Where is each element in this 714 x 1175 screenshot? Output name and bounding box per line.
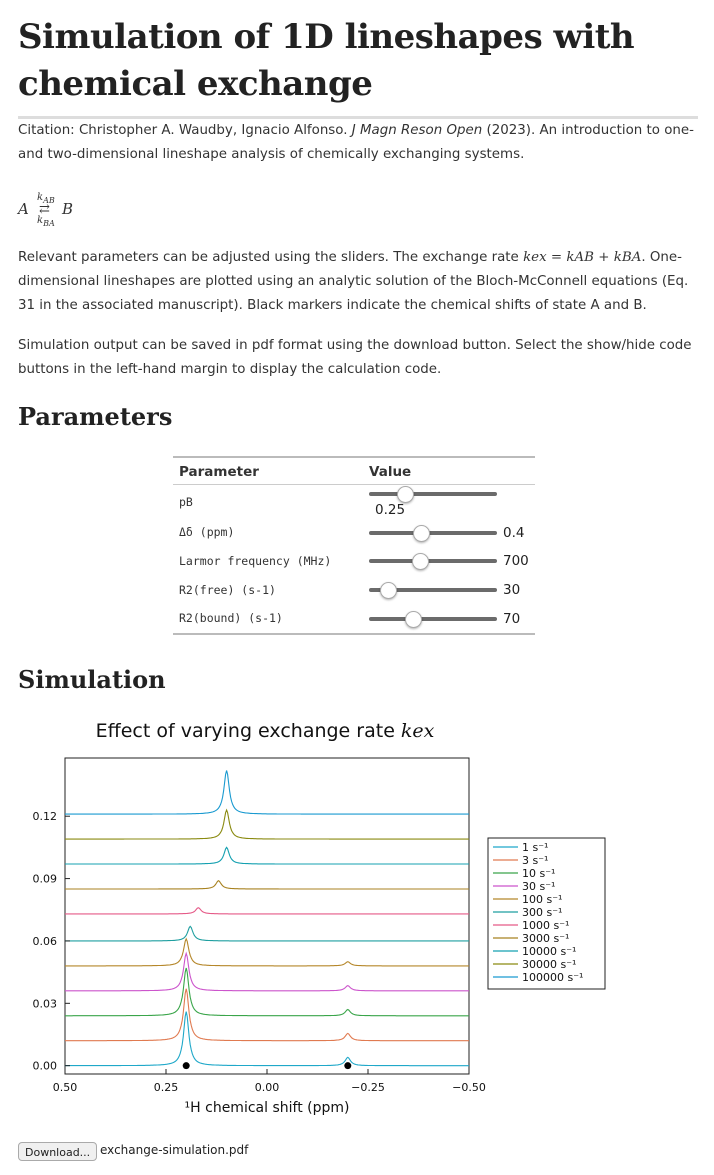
x-tick-label: 0.25 — [153, 1081, 179, 1094]
x-tick-label: −0.25 — [351, 1081, 385, 1094]
legend-label: 10000 s⁻¹ — [522, 945, 577, 958]
chart-title: Effect of varying exchange rate kex — [95, 720, 435, 742]
y-tick-label: 0.06 — [32, 934, 57, 948]
param-row — [173, 485, 535, 519]
param-label: pB — [179, 494, 193, 509]
equilibrium-arrow-icon: ⇄ — [39, 202, 50, 217]
legend-label: 100000 s⁻¹ — [522, 971, 584, 984]
param-label: R2(bound) (s-1) — [179, 611, 283, 626]
y-tick-label: 0.12 — [32, 810, 57, 824]
r2-free-slider[interactable] — [369, 582, 497, 598]
y-tick-label: 0.03 — [32, 997, 57, 1011]
citation-authors: Citation: Christopher A. Waudby, Ignacio Alfonso. — [18, 123, 348, 138]
reaction-right: B — [62, 200, 74, 218]
legend-label: 3000 s⁻¹ — [522, 932, 570, 945]
citation — [18, 119, 698, 167]
larmor-slider[interactable] — [369, 553, 497, 569]
reaction-k-bottom: $k_{BA}$ — [37, 215, 55, 228]
param-row — [173, 575, 535, 604]
series-line — [65, 1012, 469, 1066]
intro-line1: Relevant parameters can be adjusted using the sliders. The exchange rate — [18, 250, 519, 265]
x-axis-label: ¹H chemical shift (ppm) — [184, 1100, 350, 1116]
series-line — [65, 908, 469, 914]
citation-journal: J Magn Reson Open — [351, 123, 483, 138]
legend-label: 1000 s⁻¹ — [522, 919, 570, 932]
lineshape-chart — [0, 710, 714, 1122]
y-tick-label: 0.09 — [32, 872, 57, 886]
series-line — [65, 847, 469, 864]
series-line — [65, 953, 469, 990]
series-line — [65, 881, 469, 889]
pb-slider[interactable] — [369, 486, 497, 502]
param-header: Parameter — [179, 464, 259, 480]
legend-label: 30000 s⁻¹ — [522, 958, 577, 971]
simulation-heading: Simulation — [18, 665, 166, 694]
page-title — [18, 14, 698, 108]
reaction-left: A — [18, 200, 29, 218]
intro-text — [18, 246, 698, 382]
delta-slider[interactable] — [369, 525, 497, 541]
slider-knob[interactable] — [412, 553, 429, 570]
param-row — [173, 547, 535, 576]
legend-label: 100 s⁻¹ — [522, 893, 563, 906]
legend-label: 3 s⁻¹ — [522, 854, 549, 867]
intro-line5: buttons in the left-hand margin to display the calculation code. — [18, 362, 442, 377]
intro-line2: dimensional lineshapes are plotted using an analytic solution of the Bloch-McConnell equations (Eq. — [18, 274, 689, 289]
slider-knob[interactable] — [397, 486, 414, 503]
x-tick-label: 0.50 — [52, 1081, 78, 1094]
slider-knob[interactable] — [413, 525, 430, 542]
series-line — [65, 926, 469, 941]
param-label: Larmor frequency (MHz) — [179, 554, 332, 569]
legend-label: 30 s⁻¹ — [522, 880, 556, 893]
param-row — [173, 604, 535, 634]
param-label: Δδ (ppm) — [179, 525, 235, 540]
series-line — [65, 968, 469, 1016]
shift-marker — [183, 1062, 190, 1069]
page — [18, 0, 698, 167]
series-line — [65, 939, 469, 966]
intro-line4: Simulation output can be saved in pdf format using the download button. Select the show/hide code — [18, 338, 692, 353]
download-button[interactable]: Download... — [18, 1142, 97, 1161]
intro-kex-formula: kex = kAB + kBA — [523, 250, 642, 265]
pb-value: 0.25 — [375, 502, 406, 518]
plot-frame — [65, 758, 469, 1074]
value-header: Value — [369, 464, 412, 480]
r2-free-value: 30 — [503, 581, 521, 598]
slider-knob[interactable] — [405, 611, 422, 628]
legend-label: 300 s⁻¹ — [522, 906, 563, 919]
citation-title: (2023). An introduction to one- — [486, 123, 694, 138]
parameters-heading: Parameters — [18, 402, 173, 431]
reaction-k-top: $k_{AB}$ — [37, 192, 55, 205]
page-title-line2: chemical exchange — [18, 64, 373, 104]
larmor-value: 700 — [503, 553, 529, 570]
parameters-table-wrap — [173, 456, 535, 635]
slider-knob[interactable] — [380, 582, 397, 599]
intro-line1-end: . One- — [641, 250, 682, 265]
x-tick-label: 0.00 — [254, 1081, 280, 1094]
legend-label: 10 s⁻¹ — [522, 867, 556, 880]
page-title-line1: Simulation of 1D lineshapes with — [18, 17, 635, 57]
legend-label: 1 s⁻¹ — [522, 841, 549, 854]
x-tick-label: −0.50 — [452, 1081, 486, 1094]
delta-value: 0.4 — [503, 524, 525, 541]
param-label: R2(free) (s-1) — [179, 582, 276, 597]
parameters-table — [173, 456, 535, 635]
citation-title-line2: and two-dimensional lineshape analysis of chemically exchanging systems. — [18, 147, 525, 162]
download-filename: exchange-simulation.pdf — [100, 1143, 249, 1157]
r2-bound-value: 70 — [503, 610, 521, 627]
y-tick-label: 0.00 — [32, 1059, 57, 1073]
shift-marker — [344, 1062, 351, 1069]
intro-line3: 31 in the associated manuscript). Black markers indicate the chemical shifts of state A and B. — [18, 298, 647, 313]
series-line — [65, 771, 469, 815]
r2-bound-slider[interactable] — [369, 611, 497, 627]
param-row — [173, 518, 535, 547]
series-line — [65, 989, 469, 1041]
